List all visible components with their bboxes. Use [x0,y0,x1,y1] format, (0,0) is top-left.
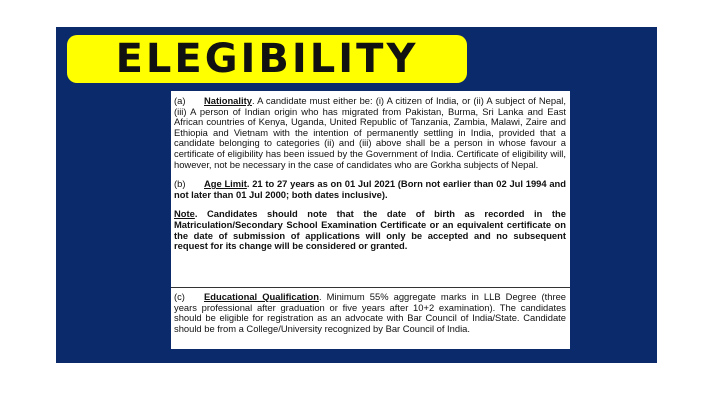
nationality-text: . A candidate must either be: (i) A citizen of India, or (ii) A subject of Nepal, (iii) A person of Indian origin who has migrated from Pakistan, Burma, Sri Lanka and East African countries of Kenya, Uganda, United Republic of Tanzania, Zambia, Malawi, Zaire and Ethiopia and Vietnam with the intention of permanently settling in India, provided that a candidate belonging to categories (ii) and (iii) above shall be a person in whose favour a certificate of eligibility has been issued by the Government of India. Certificate of eligibility will, however, not be necessary in the case of candidates who are Gorkha subjects of Nepal. [174,95,566,170]
eligibility-criteria-bottom [174,292,566,334]
eligibility-criteria-top [174,96,566,252]
age-limit-heading: Age Limit [204,178,247,190]
nationality-paragraph [174,96,566,170]
document-excerpt [171,91,570,349]
education-text: . Minimum 55% aggregate marks in LLB Degree (three years professional after graduation or five years after 10+2 examination). The candidates should be eligible for registration as an advocate with Bar Council of India/State. Candidate should be from a College/University recognized by Bar Council of India. [174,291,566,334]
note-text: . Candidates should note that the date of birth as recorded in the Matriculation/Secondary School Examination Certificate or an equivalent certificate on the date of submission of applications will only be accepted and no subsequent request for its change will be considered or granted. [174,208,566,252]
note-heading: Note [174,208,195,220]
age-limit-label: (b) [174,178,186,190]
age-limit-paragraph [174,179,566,200]
section-divider [171,287,570,288]
education-label: (c) [174,291,185,302]
nationality-label: (a) [174,95,186,106]
note-paragraph [174,209,566,251]
education-paragraph [174,292,566,334]
title-banner [67,35,467,83]
age-limit-text: . 21 to 27 years as on 01 Jul 2021 (Born not earlier than 02 Jul 1994 and not later than 01 Jul 2000; both dates inclusive). [174,178,566,200]
page-title: ELEGIBILITY [115,36,419,82]
education-heading: Educational Qualification [204,291,319,302]
nationality-heading: Nationality [204,95,252,106]
